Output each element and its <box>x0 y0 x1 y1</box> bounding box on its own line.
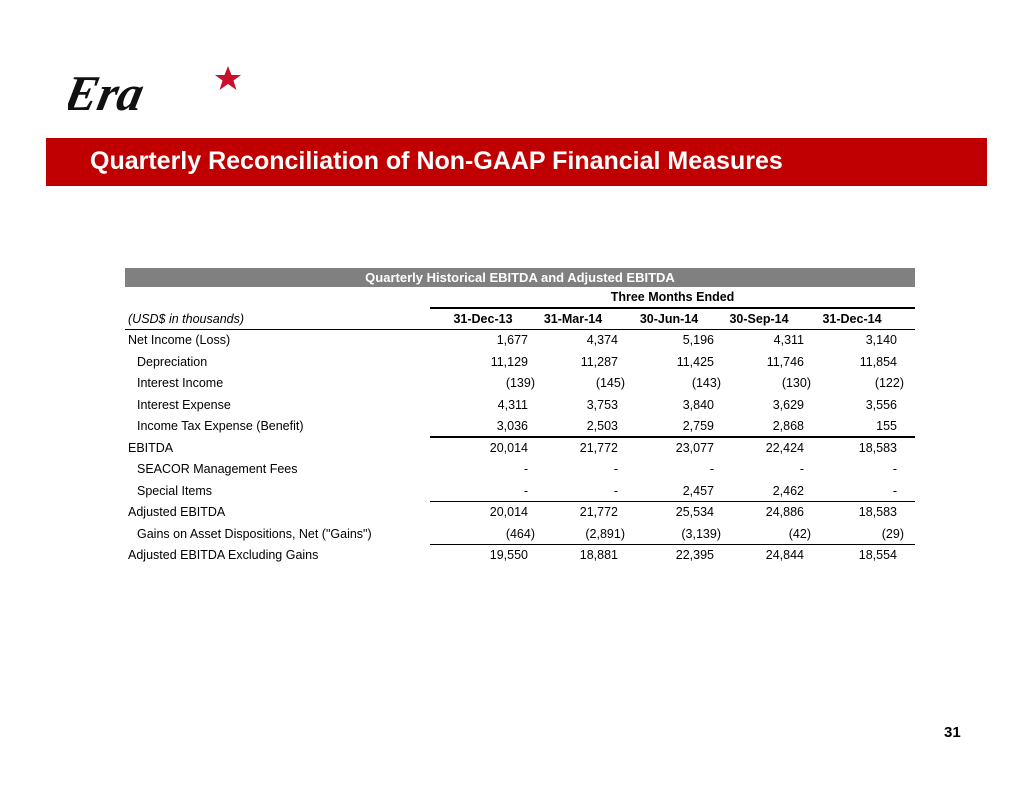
table-row <box>125 481 915 503</box>
table-row <box>125 438 915 460</box>
cell-value: 11,746 <box>766 354 804 369</box>
cell-value: 18,554 <box>858 548 897 562</box>
table-row <box>125 330 915 352</box>
cell-value: 3,140 <box>865 333 897 347</box>
cell-value: - <box>892 462 897 476</box>
row-label: EBITDA <box>128 440 174 455</box>
column-header: 30-Sep-14 <box>729 311 789 326</box>
cell-value: - <box>523 483 528 498</box>
cell-value: (3,139) <box>681 526 721 541</box>
cell-value: 24,844 <box>765 548 804 562</box>
cell-value: (143) <box>691 376 721 390</box>
cell-value: 11,425 <box>676 354 714 369</box>
cell-value: 2,503 <box>586 419 618 433</box>
page-title: Quarterly Reconciliation of Non-GAAP Financial Measures <box>90 147 783 175</box>
column-header-row <box>125 309 915 331</box>
cell-value: 18,583 <box>858 505 897 519</box>
cell-value: 2,457 <box>682 483 714 498</box>
table-row <box>125 459 915 481</box>
cell-value: 22,424 <box>765 440 804 455</box>
group-header-row <box>125 287 915 309</box>
title-banner <box>46 138 987 186</box>
cell-value: (42) <box>788 526 811 541</box>
cell-value: 3,556 <box>865 397 897 412</box>
table-row <box>125 395 915 417</box>
cell-value: 3,753 <box>586 397 618 412</box>
star-icon <box>215 66 241 90</box>
cell-value: 155 <box>876 419 897 433</box>
cell-value: 24,886 <box>765 505 804 519</box>
page-number: 31 <box>944 724 961 741</box>
cell-value: - <box>799 462 804 476</box>
row-label: Net Income (Loss) <box>128 333 231 347</box>
table-row <box>125 524 915 546</box>
cell-value: 19,550 <box>489 548 528 562</box>
cell-value: 4,311 <box>773 333 804 347</box>
cell-value: 4,311 <box>497 397 528 412</box>
table-row <box>125 502 915 524</box>
cell-value: (130) <box>781 376 811 390</box>
row-label: Income Tax Expense (Benefit) <box>137 419 304 433</box>
cell-value: 5,196 <box>682 333 714 347</box>
cell-value: - <box>523 462 528 476</box>
table-row <box>125 545 915 567</box>
cell-value: 20,014 <box>489 440 528 455</box>
cell-value: 2,759 <box>682 419 714 433</box>
era-logo <box>68 62 268 122</box>
cell-value: (29) <box>881 526 904 541</box>
row-label: Adjusted EBITDA Excluding Gains <box>128 548 319 562</box>
row-label: Gains on Asset Dispositions, Net ("Gains") <box>137 526 372 541</box>
group-header: Three Months Ended <box>610 290 735 304</box>
logo-wordmark: Era <box>68 65 150 121</box>
cell-value: 11,287 <box>580 354 618 369</box>
cell-value: 11,854 <box>859 354 897 369</box>
cell-value: 25,534 <box>675 505 714 519</box>
cell-value: - <box>892 483 897 498</box>
row-label: Interest Expense <box>137 397 231 412</box>
cell-value: 18,881 <box>579 548 618 562</box>
cell-value: - <box>613 483 618 498</box>
table-row <box>125 352 915 374</box>
cell-value: (139) <box>505 376 535 390</box>
row-label: Adjusted EBITDA <box>128 505 226 519</box>
cell-value: - <box>613 462 618 476</box>
table-row <box>125 373 915 395</box>
cell-value: 2,462 <box>772 483 804 498</box>
cell-value: 3,036 <box>496 419 528 433</box>
row-label: Interest Income <box>137 376 224 390</box>
row-label: Special Items <box>137 483 213 498</box>
cell-value: 20,014 <box>489 505 528 519</box>
table-row <box>125 416 915 438</box>
row-label: SEACOR Management Fees <box>137 462 298 476</box>
cell-value: 22,395 <box>675 548 714 562</box>
ebitda-table <box>125 268 915 567</box>
cell-value: 18,583 <box>858 440 897 455</box>
cell-value: 3,629 <box>772 397 804 412</box>
table-title: Quarterly Historical EBITDA and Adjusted EBITDA <box>125 268 915 287</box>
cell-value: 11,129 <box>490 354 528 369</box>
column-header: 31-Dec-14 <box>822 311 882 326</box>
cell-value: 4,374 <box>586 333 618 347</box>
cell-value: (145) <box>595 376 625 390</box>
cell-value: 2,868 <box>772 419 804 433</box>
column-header: 31-Dec-13 <box>453 311 513 326</box>
cell-value: 1,677 <box>496 333 528 347</box>
cell-value: (464) <box>505 526 535 541</box>
cell-value: (122) <box>874 376 904 390</box>
column-header: 31-Mar-14 <box>543 311 603 326</box>
cell-value: 3,840 <box>682 397 714 412</box>
cell-value: 23,077 <box>675 440 714 455</box>
unit-label: (USD$ in thousands) <box>128 311 245 326</box>
cell-value: (2,891) <box>585 526 625 541</box>
cell-value: - <box>709 462 714 476</box>
cell-value: 21,772 <box>579 505 618 519</box>
column-header: 30-Jun-14 <box>639 311 699 326</box>
cell-value: 21,772 <box>579 440 618 455</box>
row-label: Depreciation <box>137 354 208 369</box>
